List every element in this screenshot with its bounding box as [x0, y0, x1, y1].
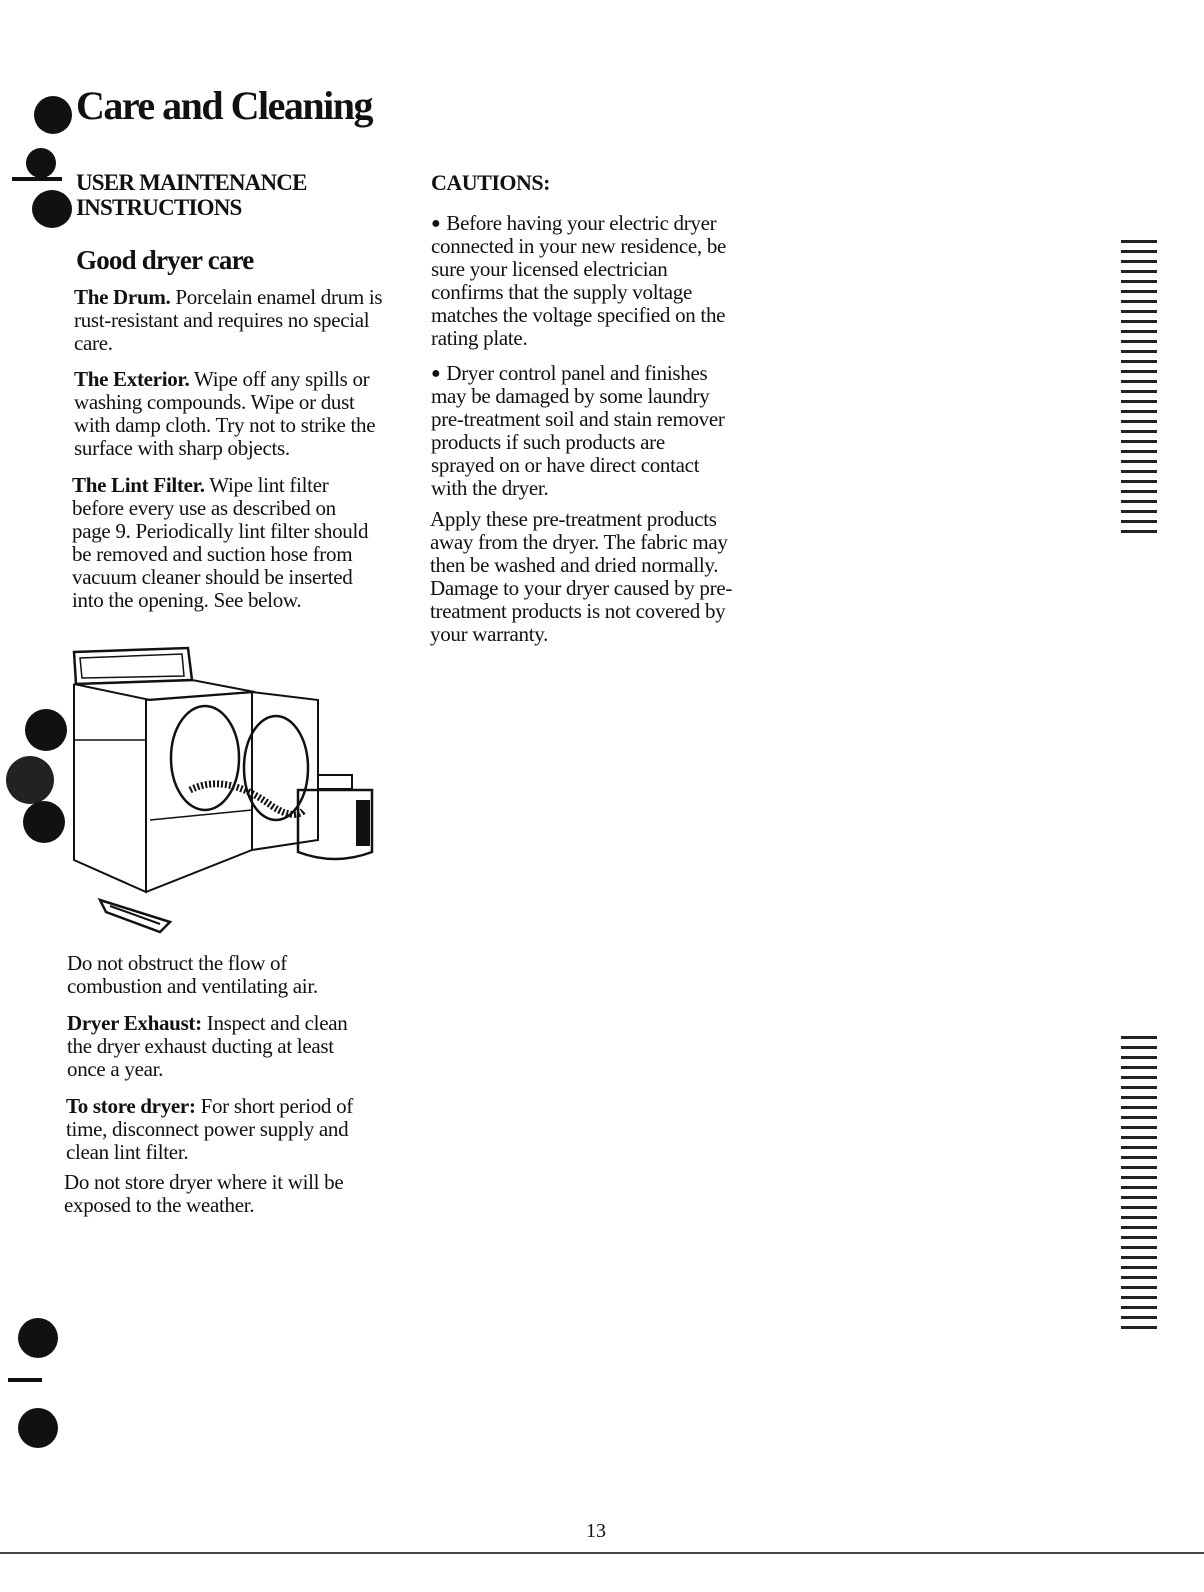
drum-text: Porcelain enamel drum is rust-resistant and requires no special care.	[74, 285, 383, 355]
margin-blob-icon	[23, 801, 65, 843]
store-label: To store dryer:	[66, 1094, 196, 1118]
bullet-icon: ●	[431, 215, 441, 232]
drum-label: The Drum.	[74, 285, 171, 309]
caution-bullet-2-text: Dryer control panel and finishes may be damaged by some laundry pre-treatment soil and stain remover products if such products are sprayed on or have direct contact with the dryer.	[431, 361, 725, 500]
margin-blob-icon	[18, 1408, 58, 1448]
margin-blob-icon	[6, 756, 54, 804]
page-number: 13	[586, 1520, 606, 1542]
cautions-heading: CAUTIONS:	[431, 170, 550, 195]
store-paragraph	[66, 1095, 376, 1164]
exterior-text: Wipe off any spills or washing compounds. Wipe or dust with damp cloth. Try not to strike the surface with sharp objects.	[74, 367, 376, 460]
subheading: Good dryer care	[76, 245, 254, 275]
exterior-paragraph	[74, 368, 389, 460]
lint-paragraph	[72, 474, 372, 612]
section-bullet-icon-2	[32, 190, 72, 228]
drum-paragraph	[74, 286, 404, 355]
margin-blob-icon	[25, 709, 67, 751]
bottom-rule	[0, 1552, 1204, 1554]
title-bullet-icon	[34, 96, 72, 134]
caution-bullet-1-text: Before having your electric dryer connected in your new residence, be sure your licensed electrician confirms that the supply voltage matches the voltage specified on the rating plate.	[431, 211, 727, 350]
airflow-paragraph: Do not obstruct the flow of combustion and ventilating air.	[67, 951, 318, 998]
caution-bullet-2	[431, 362, 731, 500]
apply-paragraph: Apply these pre-treatment products away from the dryer. The fabric may then be washed and dried normally. Damage to your dryer caused by pre-treatment products is not covered by your warranty.	[430, 507, 733, 646]
margin-dash-icon	[8, 1378, 42, 1382]
edge-tab-marks-bottom	[1121, 1036, 1157, 1336]
section-heading-line2: INSTRUCTIONS	[76, 195, 242, 220]
exterior-label: The Exterior.	[74, 367, 190, 391]
dryer-illustration	[0, 640, 390, 940]
bullet-icon: ●	[431, 365, 441, 382]
page-title: Care and Cleaning	[76, 83, 373, 128]
section-heading-line1: USER MAINTENANCE	[76, 170, 307, 195]
edge-tab-marks-top	[1121, 240, 1157, 540]
weather-paragraph: Do not store dryer where it will be exposed to the weather.	[64, 1170, 344, 1217]
lint-label: The Lint Filter.	[72, 473, 205, 497]
section-dash-icon	[12, 177, 62, 181]
exhaust-paragraph	[67, 1012, 367, 1081]
section-bullet-icon	[26, 148, 56, 178]
exhaust-label: Dryer Exhaust:	[67, 1011, 202, 1035]
section-heading	[76, 170, 307, 220]
lint-text: Wipe lint filter before every use as described on page 9. Periodically lint filter should be removed and suction hose from vacuum cleaner should be inserted into the opening. See below.	[72, 473, 369, 612]
store-text: For short period of time, disconnect power supply and clean lint filter.	[66, 1094, 353, 1164]
margin-blob-icon	[18, 1318, 58, 1358]
caution-bullet-1	[431, 212, 736, 350]
exhaust-text: Inspect and clean the dryer exhaust ducting at least once a year.	[67, 1011, 348, 1081]
